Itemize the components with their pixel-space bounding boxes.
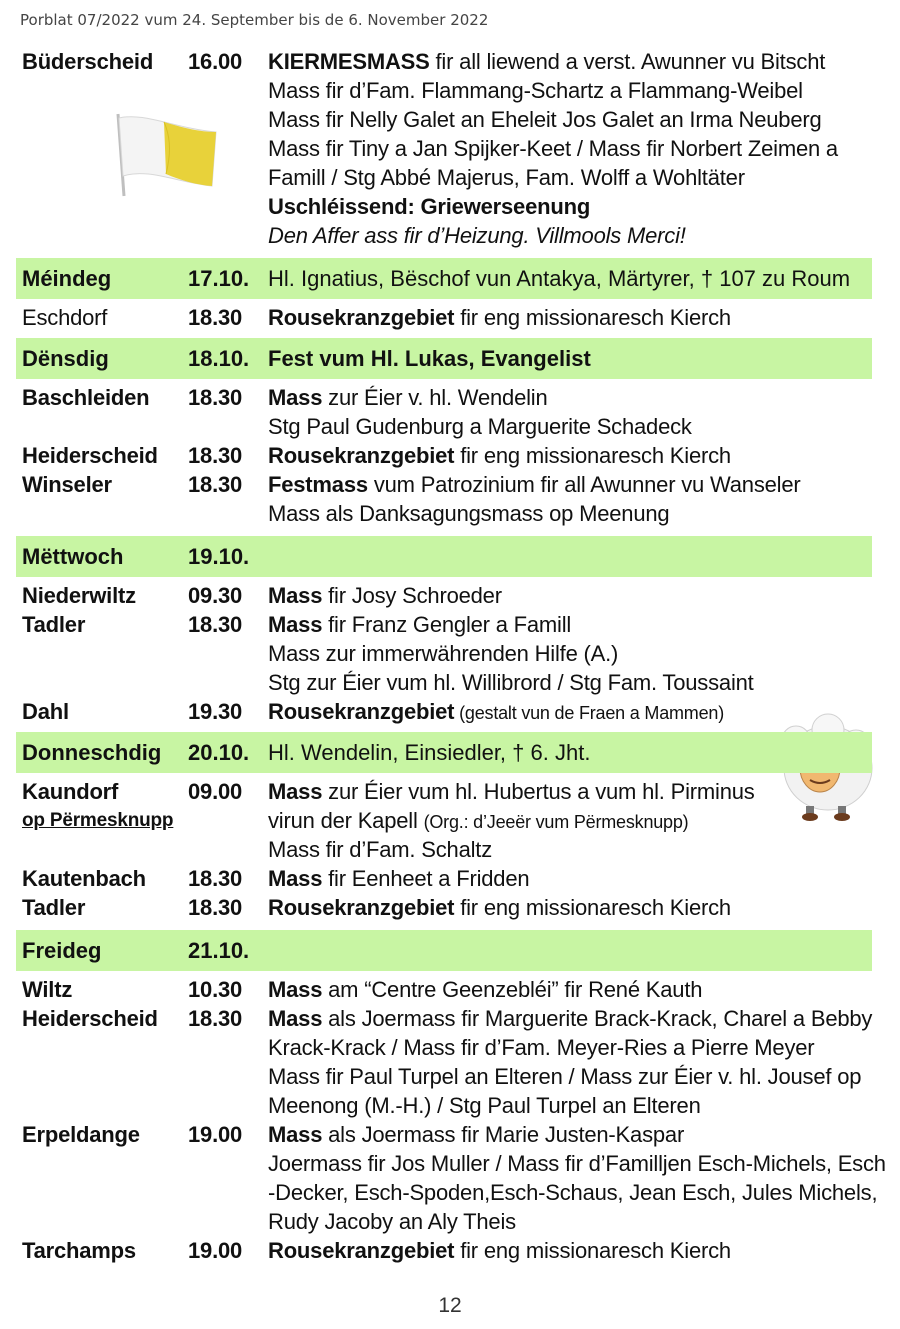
place-name: Winseler bbox=[22, 472, 112, 497]
entry-text: Rousekranzgebiet fir eng missionaresch Kierch bbox=[268, 895, 731, 920]
time: 18.30 bbox=[188, 385, 243, 410]
entry-text: Rousekranzgebiet fir eng missionaresch Kierch bbox=[268, 305, 731, 330]
time: 09.30 bbox=[188, 583, 243, 608]
day-name: Freideg bbox=[22, 938, 102, 963]
time: 18.30 bbox=[188, 895, 243, 920]
entry-text: Mass fir Tiny a Jan Spijker-Keet / Mass fir Norbert Zeimen a bbox=[268, 136, 838, 161]
entry-wiltz bbox=[16, 975, 872, 1004]
entry-text: KIERMESMASS fir all liewend a verst. Awunner vu Bitscht bbox=[268, 49, 826, 74]
entry-text: Krack-Krack / Mass fir d’Fam. Meyer-Ries a Pierre Meyer bbox=[268, 1035, 815, 1060]
entry-text: Mass fir Franz Gengler a Famill bbox=[268, 612, 572, 637]
time: 19.00 bbox=[188, 1238, 243, 1263]
time: 18.30 bbox=[188, 1006, 243, 1031]
day-name: Dënsdig bbox=[22, 346, 109, 371]
entry-niederwiltz bbox=[16, 581, 872, 610]
entry-eschdorf bbox=[16, 303, 872, 332]
page-number: 12 bbox=[438, 1294, 462, 1317]
entry-text: Mass fir Josy Schroeder bbox=[268, 583, 502, 608]
place-name: Heiderscheid bbox=[22, 443, 158, 468]
time: 16.00 bbox=[188, 49, 243, 74]
place-name: Eschdorf bbox=[22, 305, 108, 330]
time: 09.00 bbox=[188, 779, 243, 804]
entry-text: Joermass fir Jos Muller / Mass fir d’Familljen Esch-Michels, Esch bbox=[268, 1151, 886, 1176]
entry-text: Rousekranzgebiet fir eng missionaresch Kierch bbox=[268, 1238, 731, 1263]
entry-baschleiden bbox=[16, 383, 872, 412]
time: 19.30 bbox=[188, 699, 243, 724]
entry-text: Uschléissend: Griewerseenung bbox=[268, 194, 591, 219]
page-header: Porblat 07/2022 vum 24. September bis de 6. November 2022 bbox=[20, 11, 489, 29]
entry-dahl bbox=[16, 697, 872, 726]
day-name: Donneschdig bbox=[22, 740, 162, 765]
entry-text: Mass fir Paul Turpel an Elteren / Mass zur Éier v. hl. Jousef op bbox=[268, 1064, 862, 1089]
day-header-densdig bbox=[16, 338, 872, 379]
entry-text: Rudy Jacoby an Aly Theis bbox=[268, 1209, 516, 1234]
entry-text: Mass als Joermass fir Marie Justen-Kaspar bbox=[268, 1122, 685, 1147]
entry-tadler bbox=[16, 893, 872, 922]
entry-text: Stg Paul Gudenburg a Marguerite Schadeck bbox=[268, 414, 692, 439]
entry-text: Festmass vum Patrozinium fir all Awunner vu Wanseler bbox=[268, 472, 801, 497]
place-name: Büderscheid bbox=[22, 49, 154, 74]
day-header-freideg bbox=[16, 930, 872, 971]
feast-text: Hl. Wendelin, Einsiedler, † 6. Jht. bbox=[268, 740, 591, 765]
entry-text: Mass als Danksagungsmass op Meenung bbox=[268, 501, 670, 526]
day-name: Mëttwoch bbox=[22, 544, 124, 569]
entry-kautenbach bbox=[16, 864, 872, 893]
entry-text: Rousekranzgebiet (gestalt vun de Fraen a Mammen) bbox=[268, 699, 725, 724]
entry-winseler bbox=[16, 470, 872, 499]
entry-tadler bbox=[16, 610, 872, 639]
place-name: Tadler bbox=[22, 895, 86, 920]
place-name: Heiderscheid bbox=[22, 1006, 158, 1031]
feast-text: Hl. Ignatius, Bëschof vun Antakya, Märtyrer, † 107 zu Roum bbox=[268, 266, 851, 291]
day-header-meindeg bbox=[16, 258, 872, 299]
date: 19.10. bbox=[188, 544, 250, 569]
entry-text: Mass fir d’Fam. Schaltz bbox=[268, 837, 493, 862]
entry-text: Mass als Joermass fir Marguerite Brack-Krack, Charel a Bebby bbox=[268, 1006, 873, 1031]
time: 19.00 bbox=[188, 1122, 243, 1147]
day-name: Méindeg bbox=[22, 266, 112, 291]
feast-text: Fest vum Hl. Lukas, Evangelist bbox=[268, 346, 591, 371]
time: 18.30 bbox=[188, 866, 243, 891]
entry-kaundorf bbox=[16, 777, 872, 806]
place-subtitle: op Përmesknupp bbox=[22, 810, 174, 831]
entry-erpeldange bbox=[16, 1120, 872, 1149]
entry-heiderscheid bbox=[16, 1004, 872, 1033]
place-name: Wiltz bbox=[22, 977, 73, 1002]
day-header-mettwoch bbox=[16, 536, 872, 577]
time: 10.30 bbox=[188, 977, 243, 1002]
date: 18.10. bbox=[188, 346, 250, 371]
entry-text: Mass zur Éier vum hl. Hubertus a vum hl. Pirminus bbox=[268, 779, 755, 804]
place-name: Erpeldange bbox=[22, 1122, 140, 1147]
entry-text: Stg zur Éier vum hl. Willibrord / Stg Fam. Toussaint bbox=[268, 670, 754, 695]
entry-text: Rousekranzgebiet fir eng missionaresch Kierch bbox=[268, 443, 731, 468]
entry-text: -Decker, Esch-Spoden,Esch-Schaus, Jean Esch, Jules Michels, bbox=[268, 1180, 878, 1205]
time: 18.30 bbox=[188, 305, 243, 330]
time: 18.30 bbox=[188, 443, 243, 468]
entry-text: Mass zur Éier v. hl. Wendelin bbox=[268, 385, 548, 410]
day-header-donneschdig bbox=[16, 732, 872, 773]
entry-buderscheid bbox=[16, 47, 872, 250]
time: 18.30 bbox=[188, 612, 243, 637]
place-name: Dahl bbox=[22, 699, 69, 724]
entry-heiderscheid bbox=[16, 441, 872, 470]
place-name: Niederwiltz bbox=[22, 583, 136, 608]
schedule bbox=[16, 47, 886, 1265]
entry-text: Mass zur immerwährenden Hilfe (A.) bbox=[268, 641, 619, 666]
place-name: Tarchamps bbox=[22, 1238, 136, 1263]
place-name: Kautenbach bbox=[22, 866, 146, 891]
entry-text: Mass fir Nelly Galet an Eheleit Jos Galet an Irma Neuberg bbox=[268, 107, 822, 132]
place-name: Tadler bbox=[22, 612, 86, 637]
entry-text: Meenong (M.-H.) / Stg Paul Turpel an Elteren bbox=[268, 1093, 701, 1118]
entry-text: virun der Kapell (Org.: d’Jeeër vum Përmesknupp) bbox=[268, 808, 689, 833]
entry-text: Mass fir d’Fam. Flammang-Schartz a Flammang-Weibel bbox=[268, 78, 803, 103]
place-name: Kaundorf bbox=[22, 779, 119, 804]
entry-text: Famill / Stg Abbé Majerus, Fam. Wolff a Wohltäter bbox=[268, 165, 745, 190]
date: 17.10. bbox=[188, 266, 250, 291]
entry-text: Mass fir Eenheet a Fridden bbox=[268, 866, 530, 891]
entry-text: Mass am “Centre Geenzebléi” fir René Kauth bbox=[268, 977, 703, 1002]
entry-tarchamps bbox=[16, 1236, 872, 1265]
place-name: Baschleiden bbox=[22, 385, 150, 410]
date: 21.10. bbox=[188, 938, 250, 963]
entry-text: Den Affer ass fir d’Heizung. Villmools Merci! bbox=[268, 223, 686, 248]
date: 20.10. bbox=[188, 740, 250, 765]
time: 18.30 bbox=[188, 472, 243, 497]
